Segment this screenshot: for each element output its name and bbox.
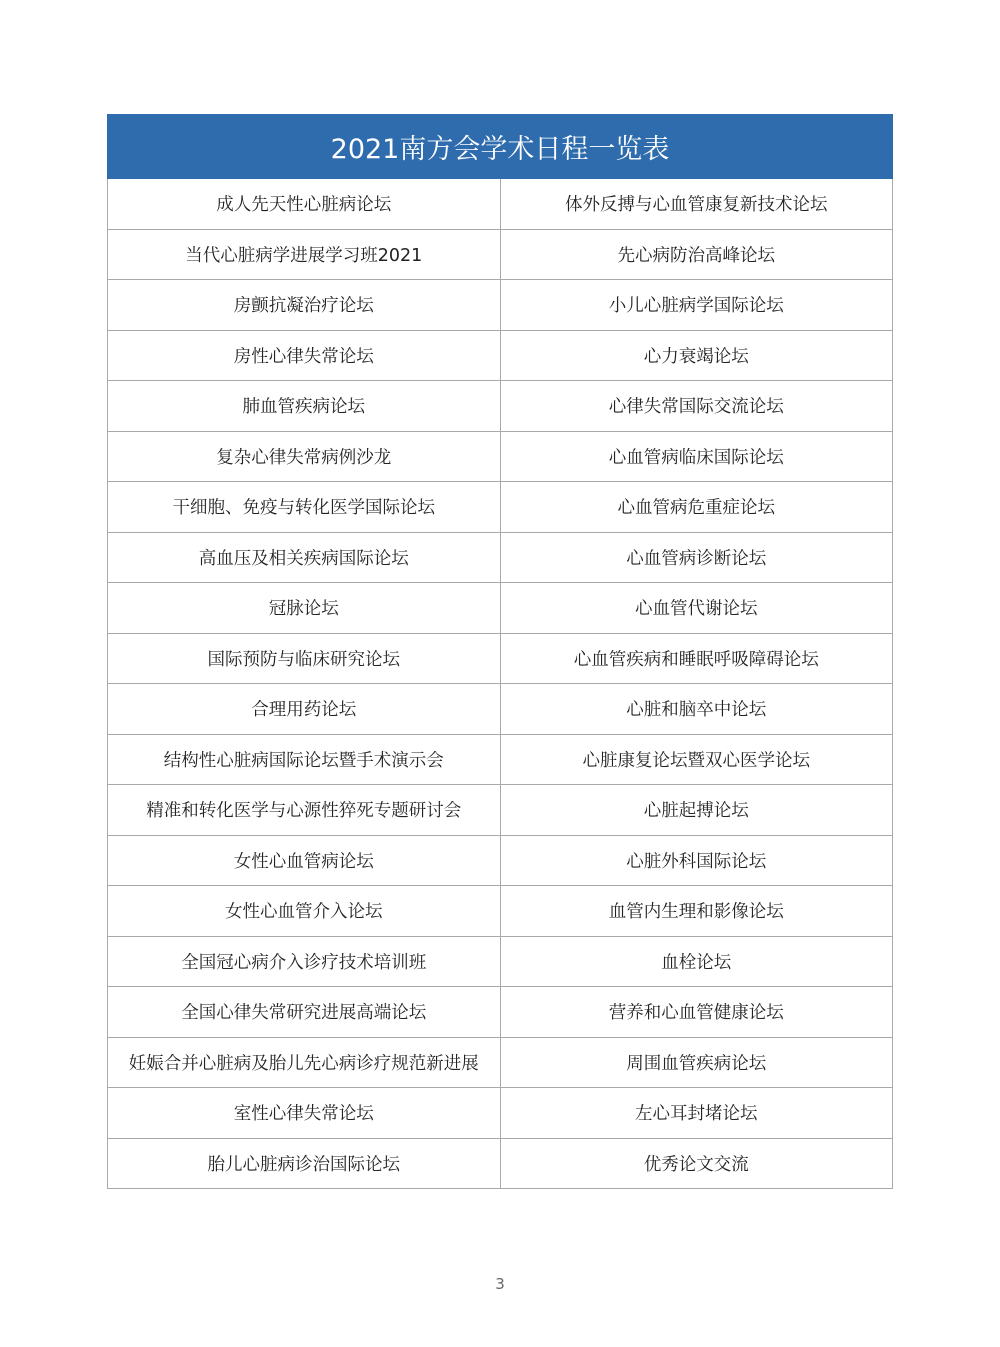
forum-cell-right: 左心耳封堵论坛 [500, 1088, 893, 1139]
forum-cell-left: 成人先天性心脏病论坛 [108, 179, 501, 230]
table-row [108, 886, 893, 937]
table-row [108, 381, 893, 432]
forum-cell-right: 先心病防治高峰论坛 [500, 229, 893, 280]
forum-cell-right: 心血管病诊断论坛 [500, 532, 893, 583]
table-row [108, 229, 893, 280]
page-number: 3 [495, 1275, 505, 1293]
forum-cell-left: 女性心血管病论坛 [108, 835, 501, 886]
forum-cell-right: 心律失常国际交流论坛 [500, 381, 893, 432]
forum-cell-left: 复杂心律失常病例沙龙 [108, 431, 501, 482]
table-row [108, 532, 893, 583]
forum-cell-right: 心脏康复论坛暨双心医学论坛 [500, 734, 893, 785]
table-row [108, 330, 893, 381]
forum-cell-left: 肺血管疾病论坛 [108, 381, 501, 432]
forum-cell-left: 结构性心脏病国际论坛暨手术演示会 [108, 734, 501, 785]
forum-cell-right: 心血管病临床国际论坛 [500, 431, 893, 482]
forum-cell-left: 全国冠心病介入诊疗技术培训班 [108, 936, 501, 987]
forum-cell-right: 心脏外科国际论坛 [500, 835, 893, 886]
forum-cell-left: 女性心血管介入论坛 [108, 886, 501, 937]
forum-cell-right: 心脏起搏论坛 [500, 785, 893, 836]
forum-cell-right: 营养和心血管健康论坛 [500, 987, 893, 1038]
forum-cell-right: 心血管病危重症论坛 [500, 482, 893, 533]
forum-cell-left: 全国心律失常研究进展高端论坛 [108, 987, 501, 1038]
forum-cell-left: 精准和转化医学与心源性猝死专题研讨会 [108, 785, 501, 836]
table-row [108, 1138, 893, 1189]
forum-cell-right: 心力衰竭论坛 [500, 330, 893, 381]
table-header-row [108, 115, 893, 179]
table-row [108, 734, 893, 785]
forum-cell-right: 心血管代谢论坛 [500, 583, 893, 634]
forum-cell-right: 优秀论文交流 [500, 1138, 893, 1189]
forum-cell-left: 房颤抗凝治疗论坛 [108, 280, 501, 331]
forum-cell-left: 冠脉论坛 [108, 583, 501, 634]
table-row [108, 431, 893, 482]
forum-cell-left: 高血压及相关疾病国际论坛 [108, 532, 501, 583]
table-row [108, 684, 893, 735]
table-row [108, 785, 893, 836]
forum-cell-right: 血栓论坛 [500, 936, 893, 987]
forum-cell-right: 体外反搏与心血管康复新技术论坛 [500, 179, 893, 230]
forum-cell-right: 心脏和脑卒中论坛 [500, 684, 893, 735]
forum-cell-left: 当代心脏病学进展学习班2021 [108, 229, 501, 280]
table-row [108, 583, 893, 634]
forum-cell-left: 国际预防与临床研究论坛 [108, 633, 501, 684]
forum-cell-left: 室性心律失常论坛 [108, 1088, 501, 1139]
table-body [108, 179, 893, 1189]
forum-cell-right: 小儿心脏病学国际论坛 [500, 280, 893, 331]
table-row [108, 633, 893, 684]
table-row [108, 280, 893, 331]
schedule-table [107, 114, 893, 1189]
table-row [108, 1088, 893, 1139]
forum-cell-left: 胎儿心脏病诊治国际论坛 [108, 1138, 501, 1189]
table-title: 2021南方会学术日程一览表 [108, 115, 893, 179]
forum-cell-left: 房性心律失常论坛 [108, 330, 501, 381]
forum-cell-left: 妊娠合并心脏病及胎儿先心病诊疗规范新进展 [108, 1037, 501, 1088]
forum-cell-right: 周围血管疾病论坛 [500, 1037, 893, 1088]
table-row [108, 987, 893, 1038]
table-row [108, 179, 893, 230]
table-row [108, 936, 893, 987]
table-row [108, 482, 893, 533]
table-row [108, 1037, 893, 1088]
forum-cell-left: 合理用药论坛 [108, 684, 501, 735]
forum-cell-right: 血管内生理和影像论坛 [500, 886, 893, 937]
forum-cell-right: 心血管疾病和睡眠呼吸障碍论坛 [500, 633, 893, 684]
forum-cell-left: 干细胞、免疫与转化医学国际论坛 [108, 482, 501, 533]
table-row [108, 835, 893, 886]
